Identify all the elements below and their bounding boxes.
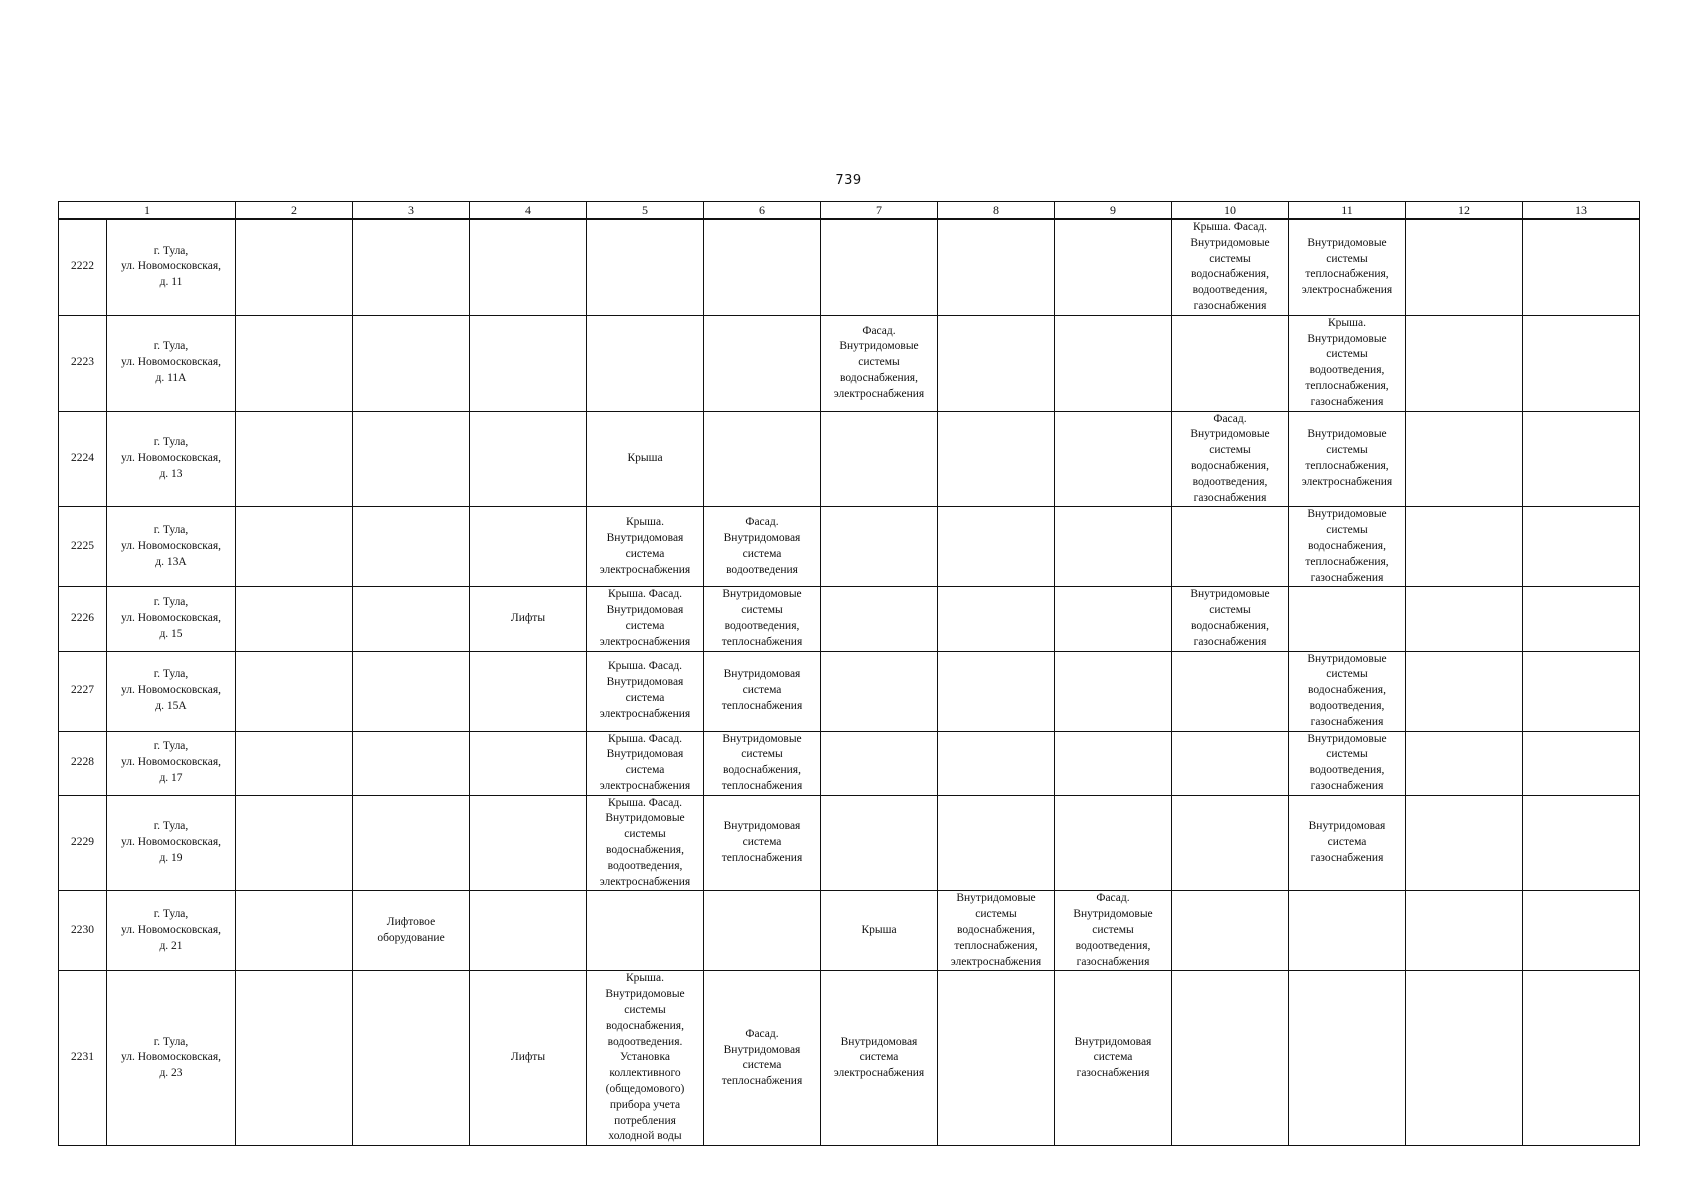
cell-col-12 — [1406, 651, 1523, 731]
column-header-row — [59, 202, 1640, 220]
cell-col-3: Лифтовое оборудование — [353, 891, 470, 971]
cell-col-9 — [1055, 315, 1172, 411]
cell-col-13 — [1523, 891, 1640, 971]
cell-col-6 — [704, 315, 821, 411]
column-header: 12 — [1406, 202, 1523, 220]
cell-col-5: Крыша — [587, 411, 704, 507]
cell-col-3 — [353, 731, 470, 795]
cell-col-11: Внутридомовая система газоснабжения — [1289, 795, 1406, 891]
cell-col-6: Фасад. Внутридомовая система водоотведения — [704, 507, 821, 587]
cell-col-2 — [236, 795, 353, 891]
cell-col-8 — [938, 731, 1055, 795]
cell-col-2 — [236, 315, 353, 411]
cell-col-9: Внутридомовая система газоснабжения — [1055, 971, 1172, 1146]
cell-col-7 — [821, 507, 938, 587]
row-number: 2230 — [59, 891, 107, 971]
cell-col-5: Крыша. Фасад. Внутридомовая система электроснабжения — [587, 731, 704, 795]
cell-col-7 — [821, 587, 938, 651]
cell-col-6: Внутридомовые системы водоснабжения, теплоснабжения — [704, 731, 821, 795]
cell-col-3 — [353, 651, 470, 731]
cell-col-5: Крыша. Фасад. Внутридомовая система электроснабжения — [587, 587, 704, 651]
cell-col-8 — [938, 315, 1055, 411]
cell-col-7: Крыша — [821, 891, 938, 971]
cell-col-7 — [821, 731, 938, 795]
cell-col-5: Крыша. Внутридомовые системы водоснабжения, водоотведения. Установка коллективного (общедомового) прибора учета потребления холодной воды — [587, 971, 704, 1146]
cell-col-9 — [1055, 651, 1172, 731]
cell-col-7 — [821, 411, 938, 507]
cell-col-4 — [470, 411, 587, 507]
row-number: 2227 — [59, 651, 107, 731]
cell-col-12 — [1406, 507, 1523, 587]
cell-col-11 — [1289, 891, 1406, 971]
row-number: 2226 — [59, 587, 107, 651]
column-header: 2 — [236, 202, 353, 220]
cell-col-3 — [353, 507, 470, 587]
cell-col-6: Внутридомовая система теплоснабжения — [704, 651, 821, 731]
column-header: 3 — [353, 202, 470, 220]
cell-col-4: Лифты — [470, 587, 587, 651]
cell-col-4 — [470, 315, 587, 411]
row-number: 2223 — [59, 315, 107, 411]
cell-col-9 — [1055, 219, 1172, 315]
table-row — [59, 587, 1640, 651]
column-header: 7 — [821, 202, 938, 220]
cell-col-2 — [236, 891, 353, 971]
cell-col-10 — [1172, 731, 1289, 795]
cell-col-3 — [353, 315, 470, 411]
cell-col-11: Внутридомовые системы теплоснабжения, электроснабжения — [1289, 219, 1406, 315]
table-row — [59, 651, 1640, 731]
address-cell: г. Тула, ул. Новомосковская, д. 13А — [107, 507, 236, 587]
row-number: 2225 — [59, 507, 107, 587]
cell-col-5: Крыша. Внутридомовая система электроснабжения — [587, 507, 704, 587]
address-cell: г. Тула, ул. Новомосковская, д. 21 — [107, 891, 236, 971]
cell-col-12 — [1406, 795, 1523, 891]
address-cell: г. Тула, ул. Новомосковская, д. 17 — [107, 731, 236, 795]
cell-col-10 — [1172, 507, 1289, 587]
cell-col-4 — [470, 651, 587, 731]
cell-col-13 — [1523, 315, 1640, 411]
cell-col-9 — [1055, 731, 1172, 795]
cell-col-10 — [1172, 891, 1289, 971]
cell-col-4 — [470, 219, 587, 315]
column-header: 11 — [1289, 202, 1406, 220]
column-header: 1 — [59, 202, 236, 220]
address-cell: г. Тула, ул. Новомосковская, д. 19 — [107, 795, 236, 891]
cell-col-4 — [470, 891, 587, 971]
table-row — [59, 891, 1640, 971]
cell-col-2 — [236, 651, 353, 731]
cell-col-3 — [353, 411, 470, 507]
cell-col-6 — [704, 411, 821, 507]
cell-col-13 — [1523, 795, 1640, 891]
cell-col-5: Крыша. Фасад. Внутридомовые системы водоснабжения, водоотведения, электроснабжения — [587, 795, 704, 891]
cell-col-13 — [1523, 219, 1640, 315]
cell-col-9: Фасад. Внутридомовые системы водоотведения, газоснабжения — [1055, 891, 1172, 971]
cell-col-10 — [1172, 315, 1289, 411]
cell-col-10: Внутридомовые системы водоснабжения, газоснабжения — [1172, 587, 1289, 651]
column-header: 13 — [1523, 202, 1640, 220]
cell-col-8 — [938, 651, 1055, 731]
cell-col-13 — [1523, 971, 1640, 1146]
cell-col-11: Внутридомовые системы водоснабжения, водоотведения, газоснабжения — [1289, 651, 1406, 731]
column-header: 5 — [587, 202, 704, 220]
cell-col-10 — [1172, 651, 1289, 731]
cell-col-7: Внутридомовая система электроснабжения — [821, 971, 938, 1146]
cell-col-11 — [1289, 971, 1406, 1146]
table-row — [59, 507, 1640, 587]
cell-col-2 — [236, 731, 353, 795]
cell-col-13 — [1523, 587, 1640, 651]
cell-col-12 — [1406, 731, 1523, 795]
cell-col-8 — [938, 587, 1055, 651]
repair-schedule-table — [58, 201, 1640, 1146]
cell-col-6 — [704, 219, 821, 315]
cell-col-3 — [353, 795, 470, 891]
cell-col-7 — [821, 795, 938, 891]
row-number: 2224 — [59, 411, 107, 507]
table-row — [59, 795, 1640, 891]
cell-col-10: Крыша. Фасад. Внутридомовые системы водоснабжения, водоотведения, газоснабжения — [1172, 219, 1289, 315]
cell-col-4 — [470, 795, 587, 891]
cell-col-5 — [587, 891, 704, 971]
cell-col-12 — [1406, 411, 1523, 507]
column-header: 6 — [704, 202, 821, 220]
cell-col-13 — [1523, 411, 1640, 507]
cell-col-8 — [938, 507, 1055, 587]
cell-col-5: Крыша. Фасад. Внутридомовая система электроснабжения — [587, 651, 704, 731]
cell-col-2 — [236, 411, 353, 507]
cell-col-11: Внутридомовые системы водоотведения, газоснабжения — [1289, 731, 1406, 795]
cell-col-12 — [1406, 315, 1523, 411]
table-row — [59, 315, 1640, 411]
cell-col-10: Фасад. Внутридомовые системы водоснабжения, водоотведения, газоснабжения — [1172, 411, 1289, 507]
cell-col-8 — [938, 795, 1055, 891]
cell-col-3 — [353, 971, 470, 1146]
cell-col-12 — [1406, 891, 1523, 971]
cell-col-5 — [587, 315, 704, 411]
table-row — [59, 219, 1640, 315]
cell-col-2 — [236, 971, 353, 1146]
cell-col-6: Внутридомовые системы водоотведения, теплоснабжения — [704, 587, 821, 651]
cell-col-7: Фасад. Внутридомовые системы водоснабжения, электроснабжения — [821, 315, 938, 411]
table-row — [59, 411, 1640, 507]
cell-col-9 — [1055, 587, 1172, 651]
cell-col-3 — [353, 587, 470, 651]
cell-col-11: Внутридомовые системы водоснабжения, теплоснабжения, газоснабжения — [1289, 507, 1406, 587]
cell-col-2 — [236, 219, 353, 315]
cell-col-2 — [236, 587, 353, 651]
cell-col-12 — [1406, 971, 1523, 1146]
cell-col-11 — [1289, 587, 1406, 651]
cell-col-5 — [587, 219, 704, 315]
cell-col-9 — [1055, 411, 1172, 507]
cell-col-13 — [1523, 651, 1640, 731]
address-cell: г. Тула, ул. Новомосковская, д. 13 — [107, 411, 236, 507]
column-header: 4 — [470, 202, 587, 220]
page-number: 739 — [835, 173, 862, 188]
address-cell: г. Тула, ул. Новомосковская, д. 11 — [107, 219, 236, 315]
column-header: 10 — [1172, 202, 1289, 220]
cell-col-8 — [938, 971, 1055, 1146]
cell-col-8: Внутридомовые системы водоснабжения, теплоснабжения, электроснабжения — [938, 891, 1055, 971]
cell-col-7 — [821, 651, 938, 731]
cell-col-4 — [470, 507, 587, 587]
cell-col-10 — [1172, 795, 1289, 891]
cell-col-6: Фасад. Внутридомовая система теплоснабжения — [704, 971, 821, 1146]
column-header: 8 — [938, 202, 1055, 220]
row-number: 2222 — [59, 219, 107, 315]
table-row — [59, 731, 1640, 795]
address-cell: г. Тула, ул. Новомосковская, д. 23 — [107, 971, 236, 1146]
cell-col-7 — [821, 219, 938, 315]
cell-col-11: Крыша. Внутридомовые системы водоотведения, теплоснабжения, газоснабжения — [1289, 315, 1406, 411]
cell-col-4 — [470, 731, 587, 795]
column-header: 9 — [1055, 202, 1172, 220]
cell-col-9 — [1055, 795, 1172, 891]
address-cell: г. Тула, ул. Новомосковская, д. 15 — [107, 587, 236, 651]
cell-col-9 — [1055, 507, 1172, 587]
row-number: 2228 — [59, 731, 107, 795]
cell-col-10 — [1172, 971, 1289, 1146]
cell-col-12 — [1406, 587, 1523, 651]
cell-col-8 — [938, 411, 1055, 507]
cell-col-4: Лифты — [470, 971, 587, 1146]
address-cell: г. Тула, ул. Новомосковская, д. 15А — [107, 651, 236, 731]
cell-col-3 — [353, 219, 470, 315]
cell-col-6: Внутридомовая система теплоснабжения — [704, 795, 821, 891]
cell-col-8 — [938, 219, 1055, 315]
cell-col-2 — [236, 507, 353, 587]
cell-col-13 — [1523, 731, 1640, 795]
cell-col-11: Внутридомовые системы теплоснабжения, электроснабжения — [1289, 411, 1406, 507]
cell-col-13 — [1523, 507, 1640, 587]
row-number: 2229 — [59, 795, 107, 891]
cell-col-6 — [704, 891, 821, 971]
row-number: 2231 — [59, 971, 107, 1146]
table-row — [59, 971, 1640, 1146]
cell-col-12 — [1406, 219, 1523, 315]
address-cell: г. Тула, ул. Новомосковская, д. 11А — [107, 315, 236, 411]
